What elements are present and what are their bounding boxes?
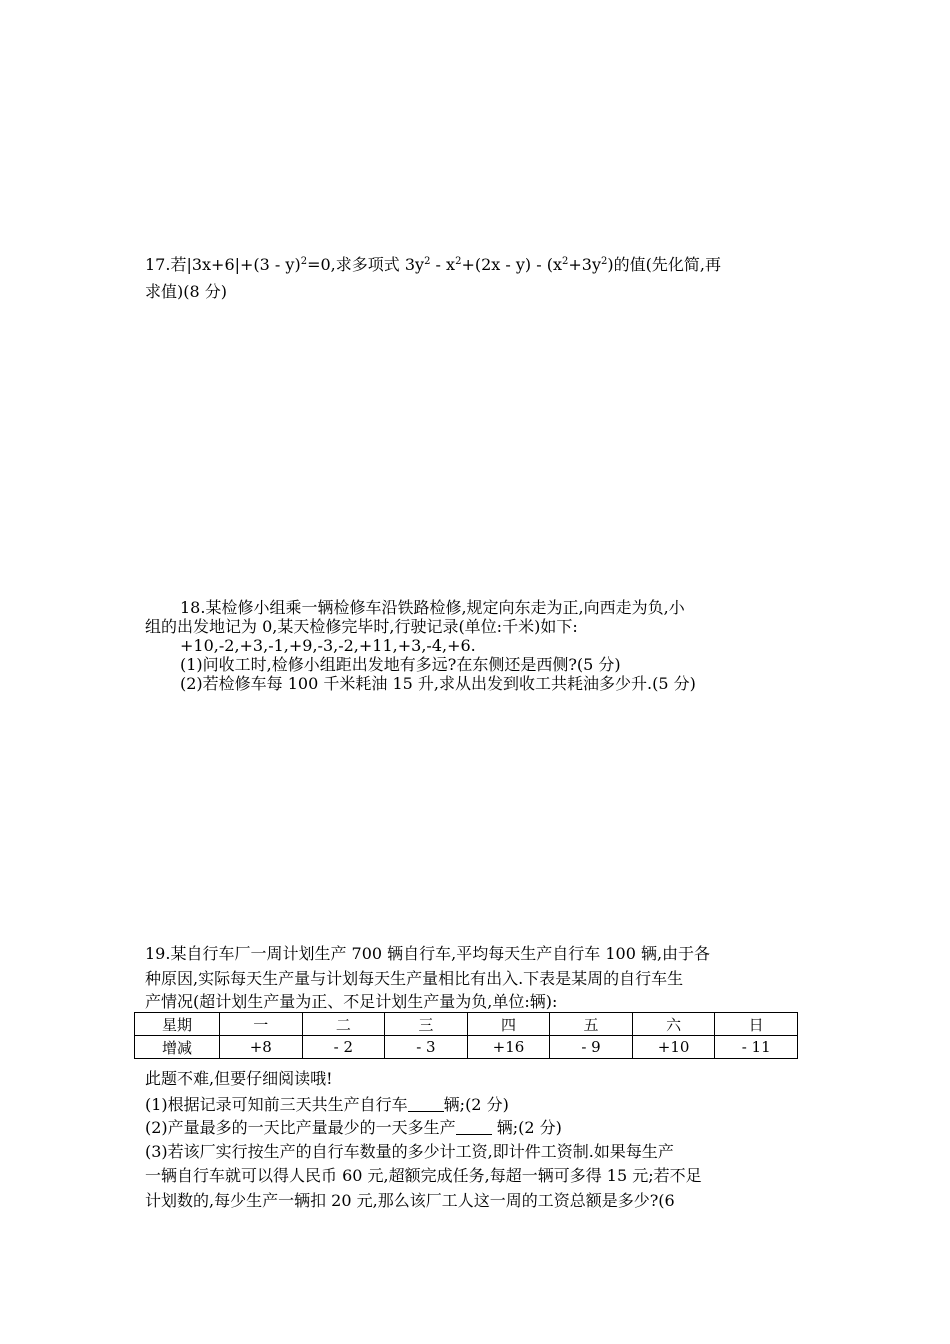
day-cell: 五 (550, 1013, 633, 1036)
table-header-cell: 星期 (135, 1013, 220, 1036)
value-cell: +10 (632, 1036, 715, 1059)
q19-part-1 (145, 1094, 509, 1116)
day-cell: 六 (632, 1013, 715, 1036)
value-cell: - 3 (385, 1036, 468, 1059)
exponent: 2 (455, 256, 462, 267)
q17-text: - x (430, 255, 456, 274)
q18-part-1: (1)问收工时,检修小组距出发地有多远?在东侧还是西侧?(5 分) (180, 655, 621, 674)
q19-line-1: 19.某自行车厂一周计划生产 700 辆自行车,平均每天生产自行车 100 辆,由于各 (145, 944, 711, 963)
q18-data-line: +10,-2,+3,-1,+9,-3,-2,+11,+3,-4,+6. (180, 636, 476, 655)
exponent: 2 (601, 256, 608, 267)
q19-line-2: 种原因,实际每天生产量与计划每天生产量相比有出入.下表是某周的自行车生 (145, 969, 684, 988)
q17-line-1 (145, 254, 721, 276)
q19-part-3-line-3: 计划数的,每少生产一辆扣 20 元,那么该厂工人这一周的工资总额是多少?(6 (145, 1191, 675, 1210)
q17-text: +(2x - y) - (x (461, 255, 562, 274)
day-cell: 四 (467, 1013, 550, 1036)
q18-part-2: (2)若检修车每 100 千米耗油 15 升,求从出发到收工共耗油多少升.(5 分) (180, 674, 696, 693)
table-header-cell: 增减 (135, 1036, 220, 1059)
exponent: 2 (562, 256, 569, 267)
q19-part-2 (145, 1117, 562, 1139)
day-cell: 日 (715, 1013, 798, 1036)
production-table (134, 1012, 798, 1059)
q19-part-3-line-1: (3)若该厂实行按生产的自行车数量的多少计工资,即计件工资制.如果每生产 (145, 1142, 674, 1161)
q17-text: 17.若|3x+6|+(3 - y) (145, 255, 301, 274)
q19-note: 此题不难,但要仔细阅读哦! (145, 1069, 333, 1088)
q17-text: +3y (568, 255, 601, 274)
q18-line-1: 18.某检修小组乘一辆检修车沿铁路检修,规定向东走为正,向西走为负,小 (180, 598, 685, 617)
q17-line-2: 求值)(8 分) (145, 282, 227, 301)
value-cell: - 2 (302, 1036, 385, 1059)
q19-part-1-text: 辆;(2 分) (443, 1095, 509, 1114)
day-cell: 三 (385, 1013, 468, 1036)
q17-text: )的值(先化简,再 (607, 255, 721, 274)
value-cell: - 9 (550, 1036, 633, 1059)
day-cell: 一 (220, 1013, 303, 1036)
value-cell: +16 (467, 1036, 550, 1059)
answer-blank[interactable] (408, 1097, 444, 1112)
q19-part-3-line-2: 一辆自行车就可以得人民币 60 元,超额完成任务,每超一辆可多得 15 元;若不足 (145, 1166, 702, 1185)
table-row-days (135, 1013, 798, 1036)
value-cell: - 11 (715, 1036, 798, 1059)
table-row-values (135, 1036, 798, 1059)
q18-line-2: 组的出发地记为 0,某天检修完毕时,行驶记录(单位:千米)如下: (145, 617, 578, 636)
q17-text: =0,求多项式 3y (307, 255, 425, 274)
q19-part-2-text: (2)产量最多的一天比产量最少的一天多生产 (145, 1118, 456, 1137)
q19-part-1-text: (1)根据记录可知前三天共生产自行车 (145, 1095, 408, 1114)
q19-part-2-text: 辆;(2 分) (491, 1118, 562, 1137)
q19-line-3: 产情况(超计划生产量为正、不足计划生产量为负,单位:辆): (145, 992, 558, 1011)
exponent: 2 (424, 256, 431, 267)
day-cell: 二 (302, 1013, 385, 1036)
exponent: 2 (300, 256, 308, 267)
answer-blank[interactable] (456, 1120, 492, 1135)
value-cell: +8 (220, 1036, 303, 1059)
